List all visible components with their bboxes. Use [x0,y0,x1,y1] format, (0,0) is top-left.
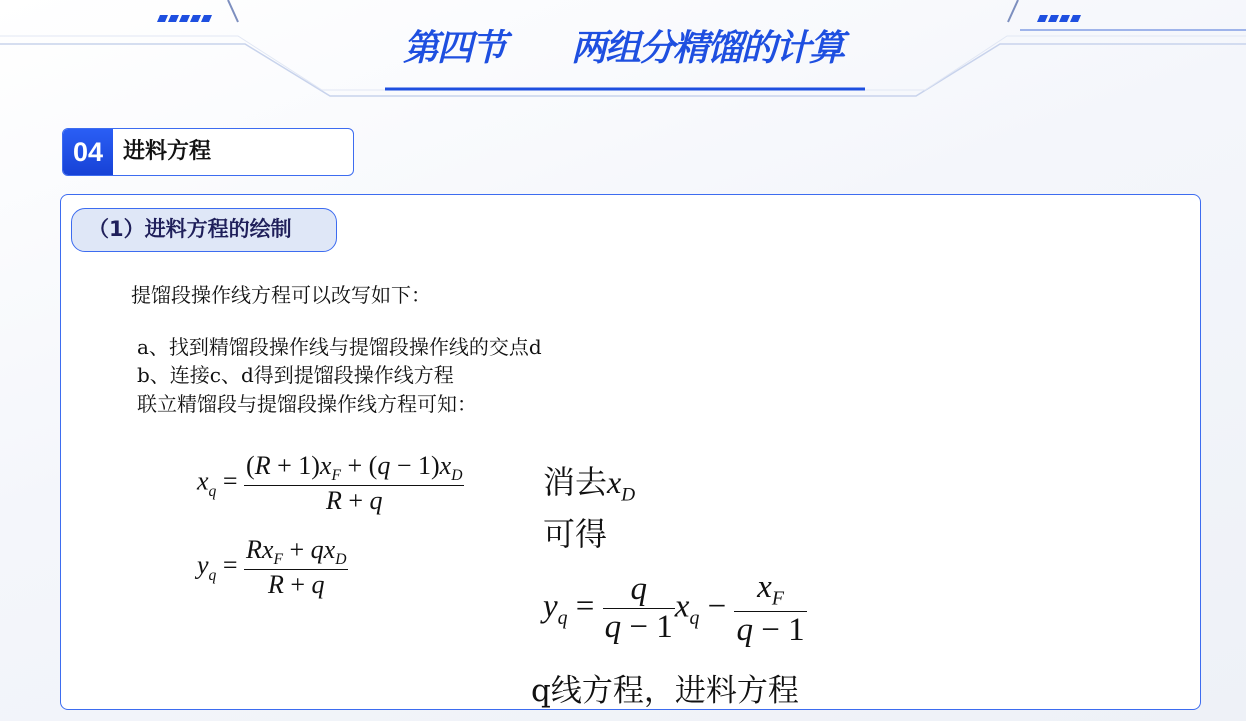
section-header [62,128,354,176]
step-b-text: b、连接c、d得到提馏段操作线方程 [137,363,454,387]
equation-xq: $x_q$ = $\frac{(R + 1)x_F + (q - 1)x_D}{R + q}$ [197,451,463,516]
eliminate-xd-text [543,457,635,506]
eliminate-variable: x [607,464,622,500]
title-part2: 两组分精馏的计算 [571,28,844,69]
intro-text: 提馏段操作线方程可以改写如下： [131,283,431,307]
conclusion-text: q线方程，进料方程 [531,673,799,709]
page-title [0,20,1246,71]
combine-text: 联立精馏段与提馏段操作线方程可知： [137,392,477,416]
equation-yq: $y_q$ = $\frac{Rx_F + qx_D}{R + q}$ [197,535,347,600]
section-number: 04 [63,129,113,175]
equation-q-line: $y_q$ = $\frac{q}{q - 1}$ $x_q$ − $\frac{x_F}{q - 1}$ [543,569,805,648]
eliminate-subscript: D [621,484,636,506]
subsection-title: （1）进料方程的绘制 [71,208,337,252]
step-a-text: a、找到精馏段操作线与提馏段操作线的交点d [137,335,542,359]
eliminate-label: 消去 [543,463,608,501]
section-label: 进料方程 [123,139,212,164]
then-text: 可得 [543,515,608,553]
title-part1: 第四节 [402,28,505,69]
content-panel [60,194,1201,710]
